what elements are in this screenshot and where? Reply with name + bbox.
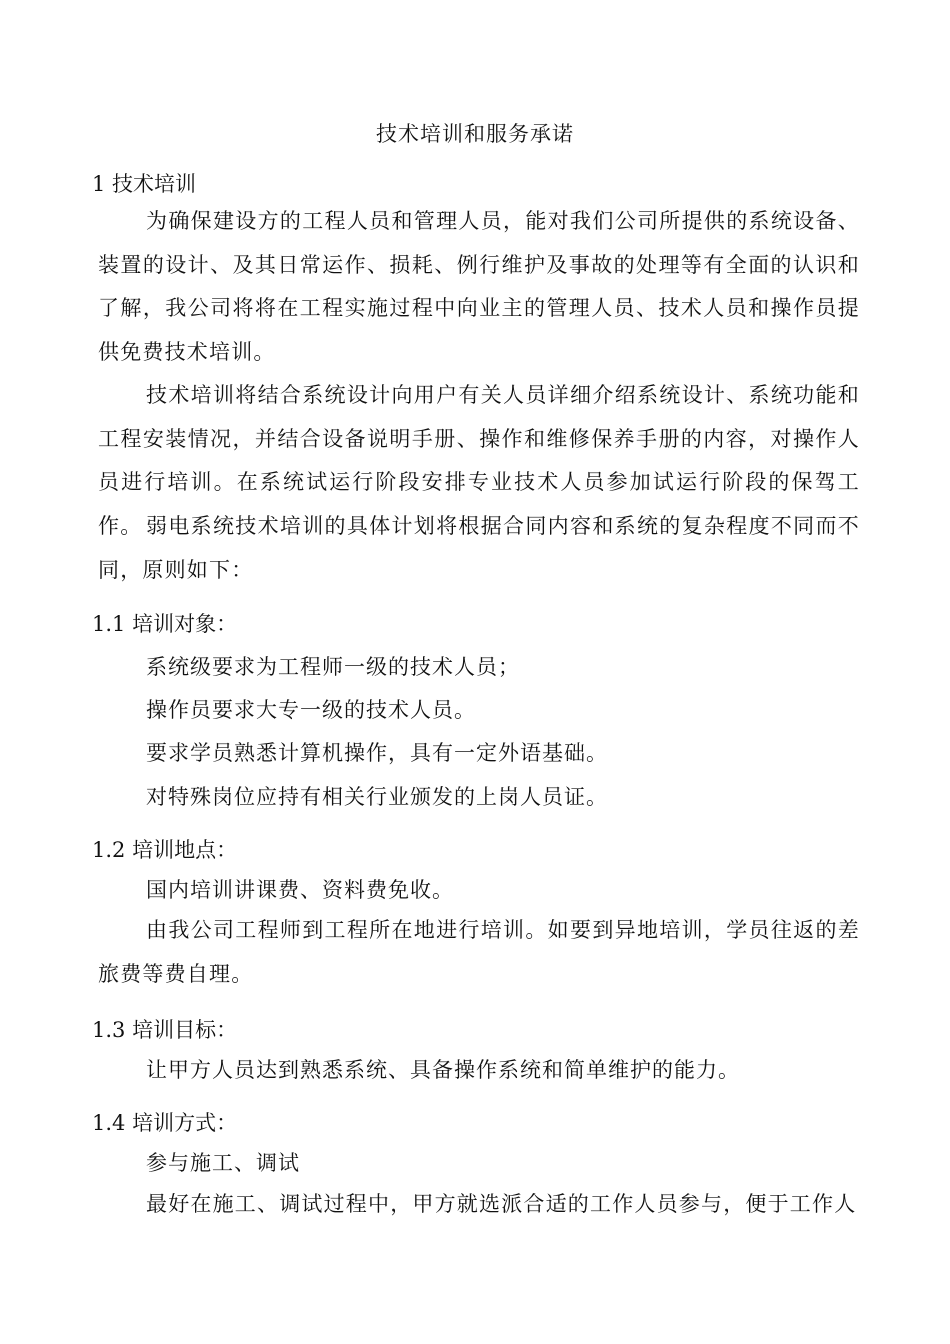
subsection-1-3-heading: 1.3 培训目标： bbox=[92, 1018, 238, 1042]
training-method-item: 参与施工、调试 bbox=[146, 1151, 300, 1175]
training-target-item: 系统级要求为工程师一级的技术人员； bbox=[146, 655, 520, 679]
training-location-item: 国内培训讲课费、资料费免收。 bbox=[146, 878, 454, 902]
section-1-paragraph-2: 技术培训将结合系统设计向用户有关人员详细介绍系统设计、系统功能和工程安装情况，并结合设备说明手册、操作和维修保养手册的内容，对操作人员进行培训。在系统试运行阶段安排专业技术人员参加试运行阶段的保驾工作。 bbox=[98, 383, 860, 538]
subsection-1-4-heading: 1.4 培训方式： bbox=[92, 1111, 238, 1135]
section-1-paragraph-1: 为确保建设方的工程人员和管理人员，能对我们公司所提供的系统设备、装置的设计、及其日常运作、损耗、例行维护及事故的处理等有全面的认识和了解，我公司将将在工程实施过程中向业主的管理人员、技术人员和操作员提供免费技术培训。 bbox=[98, 209, 860, 364]
training-target-item: 要求学员熟悉计算机操作，具有一定外语基础。 bbox=[146, 741, 608, 765]
training-target-item: 对特殊岗位应持有相关行业颁发的上岗人员证。 bbox=[146, 785, 608, 809]
training-target-item: 操作员要求大专一级的技术人员。 bbox=[146, 698, 476, 722]
document-title: 技术培训和服务承诺 bbox=[376, 122, 574, 146]
training-method-paragraph: 最好在施工、调试过程中，甲方就选派合适的工作人员参与，便于工作人 bbox=[146, 1192, 857, 1216]
subsection-1-1-heading: 1.1 培训对象： bbox=[92, 612, 238, 636]
training-location-paragraph: 由我公司工程师到工程所在地进行培训。如要到异地培训，学员往返的差旅费等费自理。 bbox=[98, 918, 860, 986]
section-1-paragraph-3: 弱电系统技术培训的具体计划将根据合同内容和系统的复杂程度不同而不同，原则如下： bbox=[98, 514, 860, 582]
training-goal-item: 让甲方人员达到熟悉系统、具备操作系统和简单维护的能力。 bbox=[146, 1058, 740, 1082]
section-1-heading: 1 技术培训 bbox=[92, 172, 197, 196]
subsection-1-2-heading: 1.2 培训地点： bbox=[92, 838, 238, 862]
